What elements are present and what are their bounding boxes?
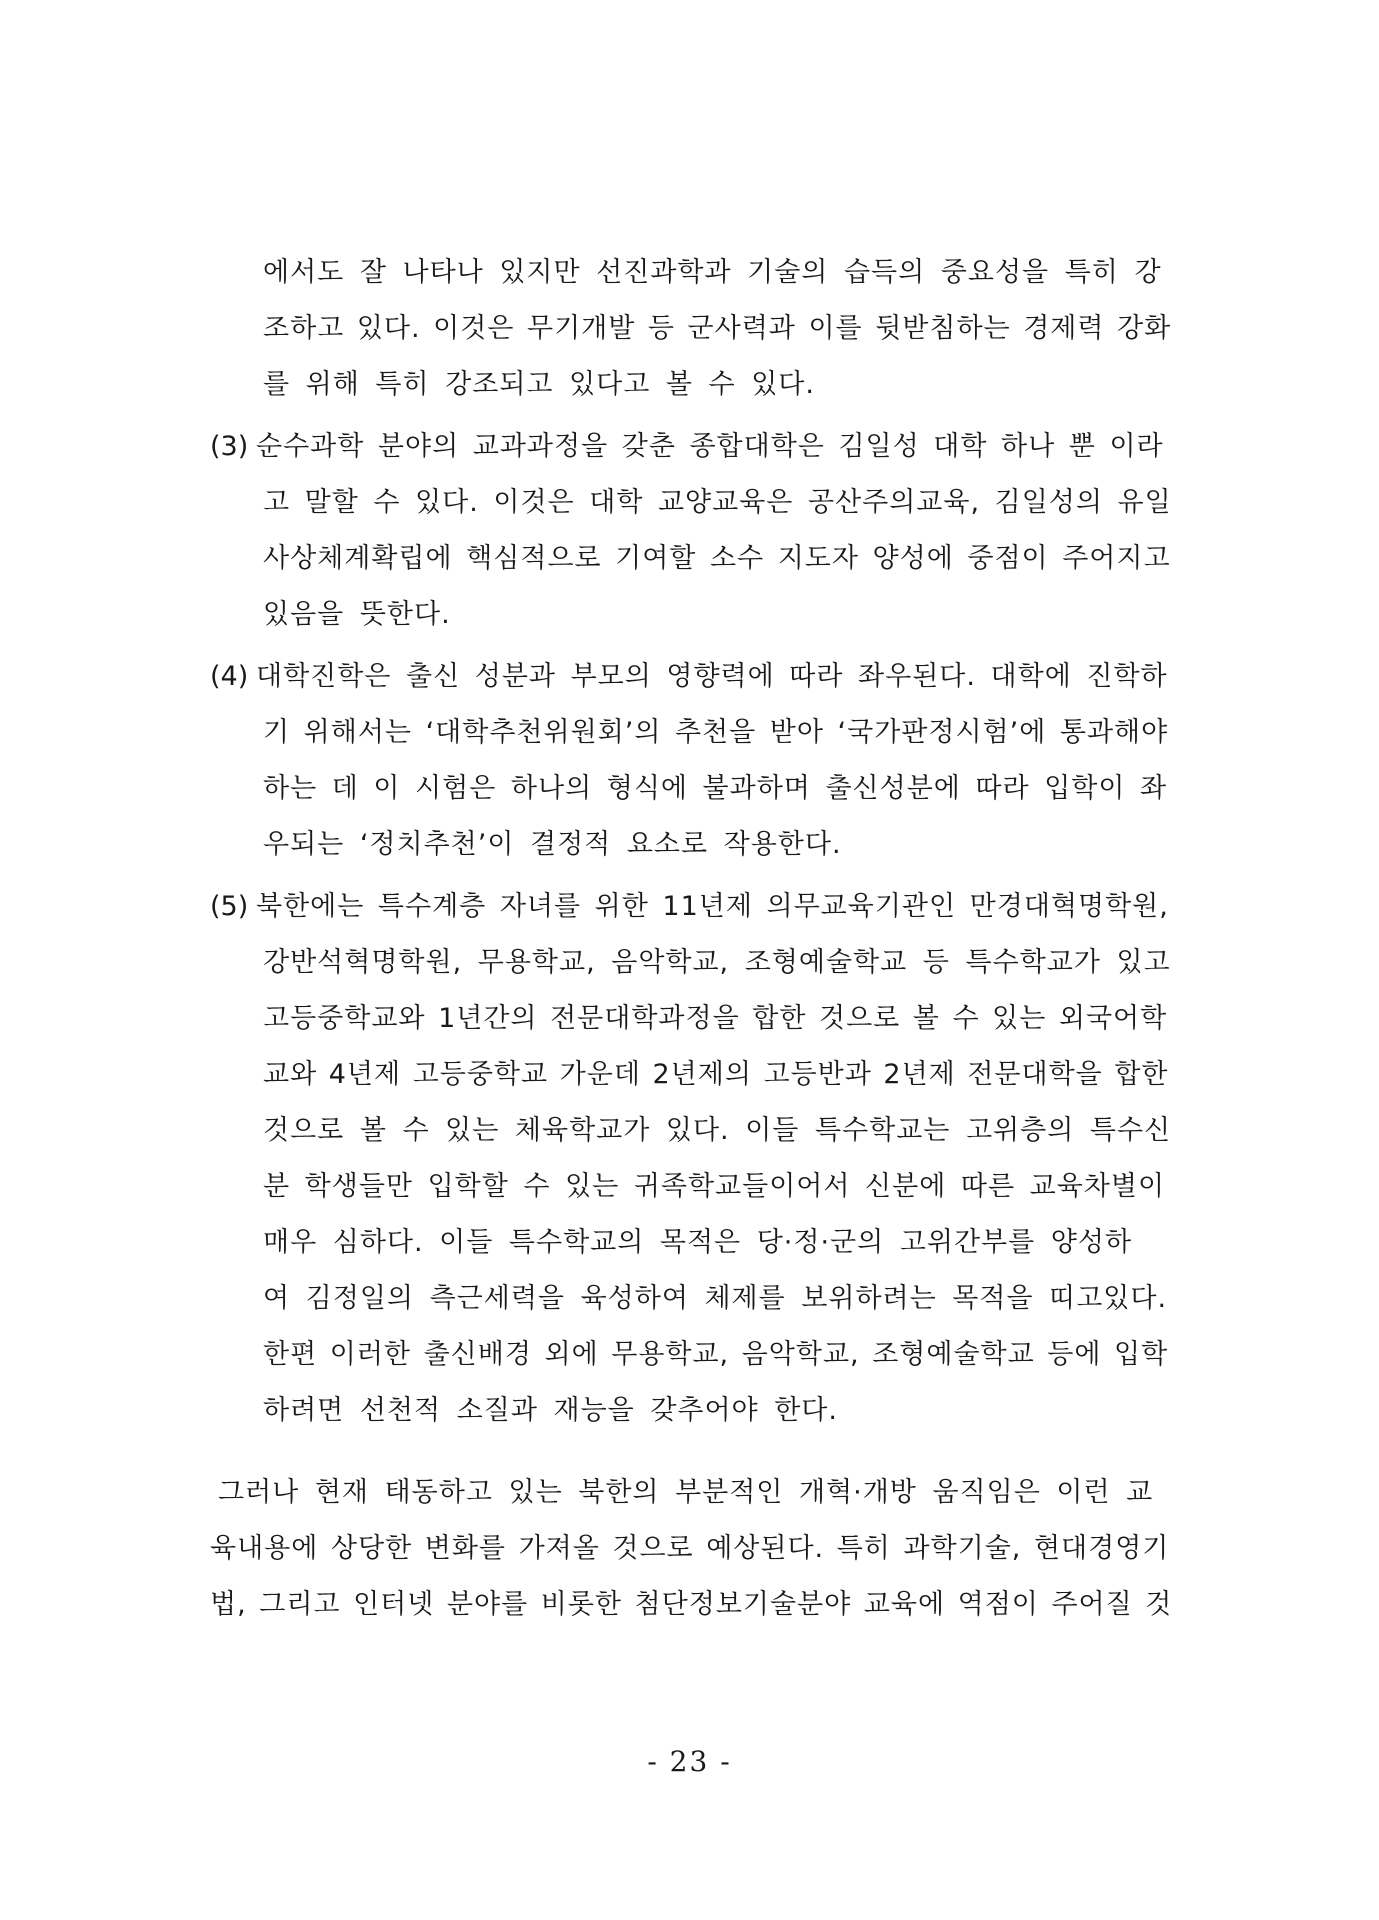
text-line: 한편 이러한 출신배경 외에 무용학교, 음악학교, 조형예술학교 등에 입학 (263, 1339, 1169, 1370)
text-line: 고 말할 수 있다. 이것은 대학 교양교육은 공산주의교육, 김일성의 유일 (263, 487, 1172, 518)
text-line: 것으로 볼 수 있는 체육학교가 있다. 이들 특수학교는 고위층의 특수신 (263, 1115, 1172, 1146)
text-line: 하는 데 이 시험은 하나의 형식에 불과하며 출신성분에 따라 입학이 좌 (263, 773, 1168, 804)
text-line: 북한에는 특수계층 자녀를 위한 11년제 의무교육기관인 만경대혁명학원, (256, 891, 1169, 922)
text-line: 있음을 뜻한다. (263, 599, 451, 630)
text-line: 순수과학 분야의 교과과정을 갖춘 종합대학은 김일성 대학 하나 뿐 이라 (256, 431, 1164, 462)
text-line: 대학진학은 출신 성분과 부모의 영향력에 따라 좌우된다. 대학에 진학하 (256, 661, 1168, 692)
item-number: (3) (210, 431, 249, 462)
text-line: 법, 그리고 인터넷 분야를 비롯한 첨단정보기술분야 교육에 역점이 주어질 것 (210, 1589, 1173, 1620)
text-line: 강반석혁명학원, 무용학교, 음악학교, 조형예술학교 등 특수학교가 있고 (263, 947, 1171, 978)
text-line: 교와 4년제 고등중학교 가운데 2년제의 고등반과 2년제 전문대학을 합한 (263, 1059, 1169, 1090)
text-line: 매우 심하다. 이들 특수학교의 목적은 당·정·군의 고위간부를 양성하 (263, 1227, 1133, 1258)
item-number: (4) (210, 661, 249, 692)
text-line: 고등중학교와 1년간의 전문대학과정을 합한 것으로 볼 수 있는 외국어학 (263, 1003, 1168, 1034)
text-line: 에서도 잘 나타나 있지만 선진과학과 기술의 습득의 중요성을 특히 강 (263, 257, 1162, 288)
text-line: 를 위해 특히 강조되고 있다고 볼 수 있다. (263, 369, 815, 400)
text-line: 우되는 ‘정치추천’이 결정적 요소로 작용한다. (263, 829, 842, 860)
text-line: 기 위해서는 ‘대학추천위원회’의 추천을 받아 ‘국가판정시험’에 통과해야 (263, 717, 1169, 748)
text-line: 그러나 현재 태동하고 있는 북한의 부분적인 개혁·개방 움직임은 이런 교 (218, 1477, 1154, 1508)
text-line: 분 학생들만 입학할 수 있는 귀족학교들이어서 신분에 따른 교육차별이 (263, 1171, 1166, 1202)
text-line: 하려면 선천적 소질과 재능을 갖추어야 한다. (263, 1395, 838, 1426)
item-number: (5) (210, 891, 249, 922)
text-line: 육내용에 상당한 변화를 가져올 것으로 예상된다. 특히 과학기술, 현대경영기 (210, 1533, 1170, 1564)
text-line: 조하고 있다. 이것은 무기개발 등 군사력과 이를 뒷받침하는 경제력 강화 (263, 313, 1172, 344)
text-line: 사상체계확립에 핵심적으로 기여할 소수 지도자 양성에 중점이 주어지고 (263, 543, 1171, 574)
text-line: 여 김정일의 측근세력을 육성하여 체제를 보위하려는 목적을 띠고있다. (263, 1283, 1168, 1314)
page-number: - 23 - (647, 1745, 732, 1778)
